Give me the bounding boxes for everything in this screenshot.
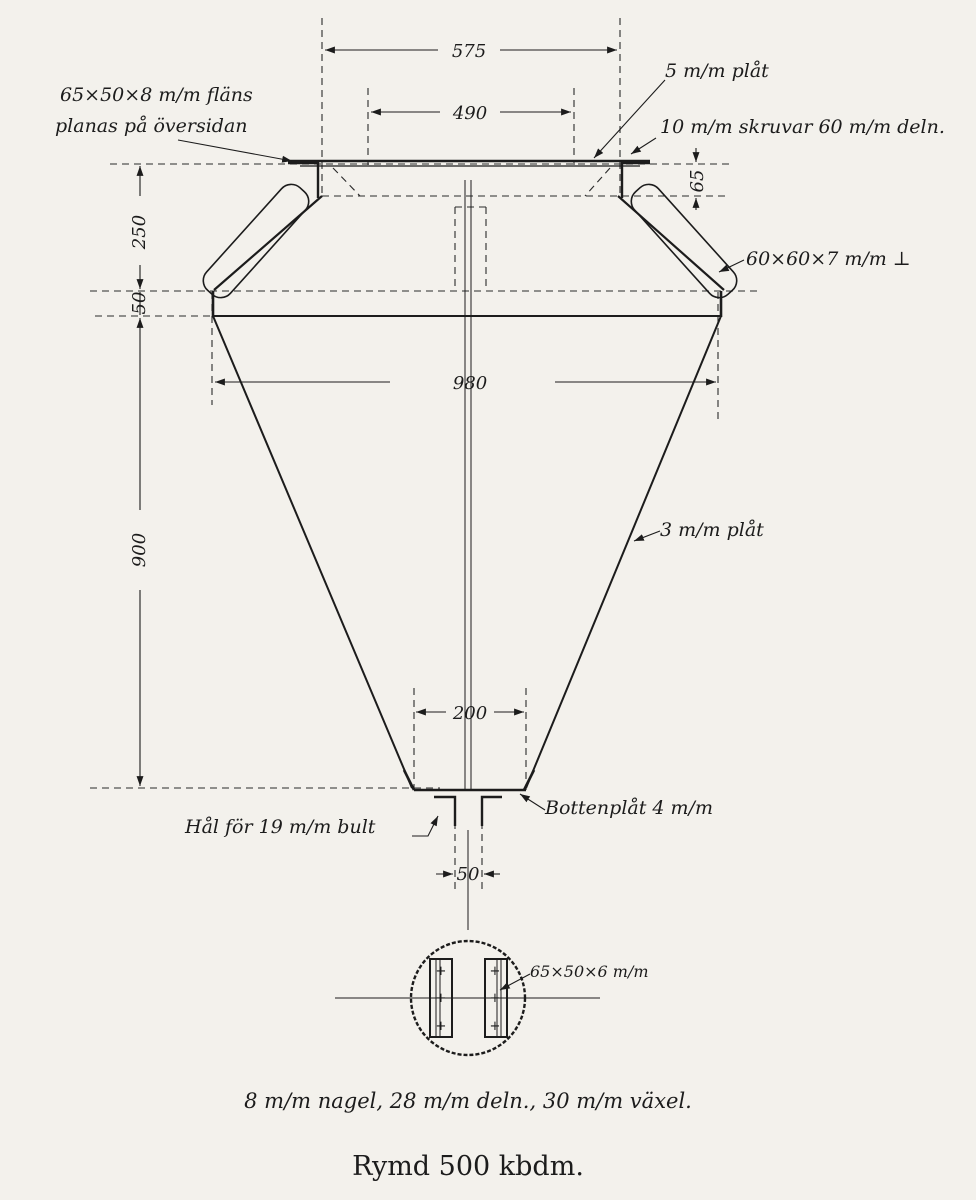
dimension-980	[215, 373, 716, 394]
top-plate-label: 5 m/m plåt	[665, 60, 769, 82]
left-outlet-angle	[434, 797, 455, 826]
dimension-50-band	[129, 292, 150, 315]
dim-200-label: 200	[452, 703, 488, 724]
svg-text:+: +	[489, 964, 501, 979]
dimension-575	[325, 41, 617, 62]
cone-plate-label: 3 m/m plåt	[660, 519, 764, 541]
dimension-900	[129, 318, 150, 786]
dimension-490	[371, 103, 571, 124]
construction-lines	[90, 18, 760, 890]
annotation-bolts	[631, 116, 945, 154]
right-cone-wall	[526, 316, 721, 788]
annotation-angle	[719, 248, 911, 272]
annotation-bolt-hole	[184, 816, 438, 838]
dimension-250	[129, 166, 150, 289]
dimension-65	[687, 148, 708, 210]
right-flange-angle	[622, 163, 650, 198]
flange-label-line2: planas på översidan	[55, 115, 248, 137]
svg-text:+: +	[435, 1019, 447, 1034]
dim-250-label: 250	[129, 214, 150, 250]
flange-label-line1: 65×50×8 m/m fläns	[60, 84, 253, 106]
svg-text:+: +	[489, 1019, 501, 1034]
dim-575-label: 575	[451, 41, 487, 62]
footnote: 8 m/m nagel, 28 m/m deln., 30 m/m växel.	[244, 1089, 692, 1113]
outlet-section-view	[335, 941, 649, 1055]
svg-text:+: +	[435, 991, 447, 1006]
svg-text:+: +	[435, 964, 447, 979]
dimension-50-bottom	[436, 864, 500, 885]
annotation-bottom-plate	[520, 794, 713, 819]
right-outlet-angle	[482, 797, 502, 826]
left-cone-wall	[213, 316, 412, 788]
right-handle-plate	[626, 179, 742, 303]
svg-text:+: +	[489, 991, 501, 1006]
bottom-angle-label: 65×50×6 m/m	[530, 962, 649, 981]
bottom-plate-label: Bottenplåt 4 m/m	[545, 797, 713, 819]
bolt-hole-label: Hål för 19 m/m bult	[185, 816, 376, 838]
drawing-title: Rymd 500 kbdm.	[352, 1151, 584, 1182]
dimension-200	[416, 703, 524, 724]
left-handle-plate	[198, 179, 314, 303]
dim-980-label: 980	[452, 373, 488, 394]
dim-50-bottom-label: 50	[456, 864, 480, 885]
left-flange-angle	[288, 163, 318, 198]
dim-490-label: 490	[452, 103, 488, 124]
bolts-label: 10 m/m skruvar 60 m/m deln.	[660, 116, 945, 138]
dim-50-band-label: 50	[129, 291, 150, 315]
dim-900-label: 900	[129, 532, 150, 568]
annotation-cone-plate	[634, 519, 764, 541]
angle-label: 60×60×7 m/m ⊥	[746, 248, 911, 270]
dim-65-label: 65	[687, 169, 708, 193]
annotation-flange	[55, 84, 292, 161]
